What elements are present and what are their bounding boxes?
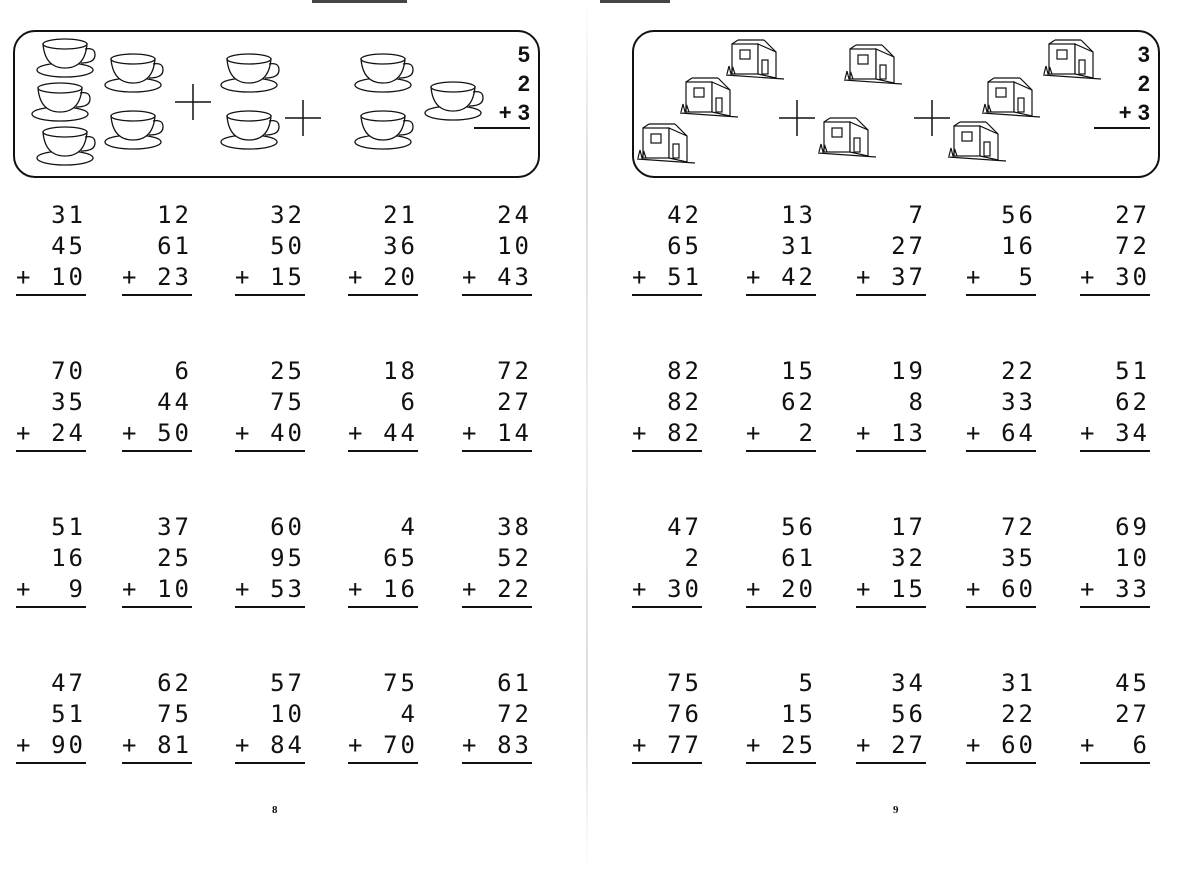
addend-3: 22	[497, 575, 532, 603]
teacup-icon	[37, 127, 95, 165]
plus-operator: +	[462, 575, 477, 603]
count-3: + 3	[474, 98, 530, 129]
addend-2: 62	[1115, 388, 1150, 416]
count-2: 2	[1137, 71, 1150, 96]
addend-2: 27	[497, 388, 532, 416]
illustration-box	[13, 30, 540, 178]
addend-3: 70	[383, 731, 418, 759]
addend-2: 32	[891, 544, 926, 572]
plus-operator: +	[462, 419, 477, 447]
house-icon	[948, 122, 1006, 161]
addend-2: 82	[667, 388, 702, 416]
teacup-icon	[355, 111, 413, 149]
count-column	[1094, 40, 1150, 129]
addend-2: 35	[51, 388, 86, 416]
addend-3: 14	[497, 419, 532, 447]
addend-3: 6	[1132, 731, 1150, 759]
addition-problem	[632, 200, 702, 296]
addend-2: 76	[667, 700, 702, 728]
addition-problem	[462, 668, 532, 764]
plus-operator: +	[856, 575, 871, 603]
addend-3: 20	[383, 263, 418, 291]
plus-operator: +	[632, 575, 647, 603]
house-icon	[680, 78, 738, 117]
count-3: + 3	[1094, 98, 1150, 129]
teacup-icon	[32, 83, 90, 121]
addend-3: 24	[51, 419, 86, 447]
addend-1: 47	[51, 669, 86, 697]
addend-3: 23	[157, 263, 192, 291]
addend-3: 9	[68, 575, 86, 603]
addend-3: 15	[270, 263, 305, 291]
addend-1: 12	[157, 201, 192, 229]
addend-3: 16	[383, 575, 418, 603]
addend-2: 10	[270, 700, 305, 728]
plus-operator: +	[856, 263, 871, 291]
addition-problem	[856, 512, 926, 608]
house-icon	[1043, 40, 1101, 79]
addend-1: 4	[400, 513, 418, 541]
plus-operator: +	[632, 263, 647, 291]
addend-3: 84	[270, 731, 305, 759]
addend-2: 31	[781, 232, 816, 260]
addend-3: 25	[781, 731, 816, 759]
plus-operator: +	[632, 419, 647, 447]
addition-problem	[1080, 356, 1150, 452]
addend-3: 13	[891, 419, 926, 447]
addend-1: 22	[1001, 357, 1036, 385]
addend-1: 47	[667, 513, 702, 541]
addend-1: 61	[497, 669, 532, 697]
addition-problem	[235, 356, 305, 452]
house-icon	[726, 40, 784, 79]
teacup-icon	[105, 111, 163, 149]
house-icon	[844, 45, 902, 84]
addend-1: 31	[1001, 669, 1036, 697]
addend-3: 83	[497, 731, 532, 759]
addend-1: 27	[1115, 201, 1150, 229]
addend-3: 51	[667, 263, 702, 291]
addend-2: 27	[891, 232, 926, 260]
addition-problem	[16, 356, 86, 452]
addend-3: 64	[1001, 419, 1036, 447]
plus-operator: +	[16, 263, 31, 291]
addend-2: 61	[157, 232, 192, 260]
addend-3: 60	[1001, 731, 1036, 759]
addend-1: 37	[157, 513, 192, 541]
plus-operator: +	[966, 419, 981, 447]
left-page	[0, 0, 590, 872]
addend-1: 34	[891, 669, 926, 697]
addition-problem	[235, 512, 305, 608]
addition-problem	[462, 356, 532, 452]
right-page	[600, 0, 1200, 872]
addend-3: 77	[667, 731, 702, 759]
addition-problem	[746, 668, 816, 764]
teacup-icon	[105, 54, 163, 92]
page-number: 9	[893, 804, 899, 816]
addend-2: 75	[270, 388, 305, 416]
addend-2: 16	[1001, 232, 1036, 260]
addend-2: 2	[684, 544, 702, 572]
plus-operator: +	[632, 731, 647, 759]
plus-operator: +	[966, 575, 981, 603]
addend-2: 25	[157, 544, 192, 572]
addend-2: 4	[400, 700, 418, 728]
addend-1: 17	[891, 513, 926, 541]
plus-operator: +	[746, 419, 761, 447]
addend-2: 75	[157, 700, 192, 728]
plus-operator: +	[235, 263, 250, 291]
addend-1: 18	[383, 357, 418, 385]
addend-1: 51	[1115, 357, 1150, 385]
addend-2: 16	[51, 544, 86, 572]
houses-illustration	[634, 32, 1162, 180]
addend-1: 70	[51, 357, 86, 385]
addend-1: 60	[270, 513, 305, 541]
addend-1: 19	[891, 357, 926, 385]
plus-operator: +	[1080, 263, 1095, 291]
addend-1: 62	[157, 669, 192, 697]
addend-1: 42	[667, 201, 702, 229]
addend-3: 15	[891, 575, 926, 603]
addition-problem	[746, 512, 816, 608]
addend-1: 45	[1115, 669, 1150, 697]
addend-2: 33	[1001, 388, 1036, 416]
addend-3: 30	[667, 575, 702, 603]
addend-1: 21	[383, 201, 418, 229]
addition-problem	[462, 512, 532, 608]
addition-problem	[632, 512, 702, 608]
addend-1: 31	[51, 201, 86, 229]
plus-operator: +	[1080, 419, 1095, 447]
plus-operator: +	[348, 575, 363, 603]
addition-problem	[122, 668, 192, 764]
plus-operator: +	[235, 731, 250, 759]
addition-problem	[966, 200, 1036, 296]
addend-1: 24	[497, 201, 532, 229]
plus-operator: +	[1080, 575, 1095, 603]
addend-3: 5	[1018, 263, 1036, 291]
teacup-icon	[37, 39, 95, 77]
addend-2: 27	[1115, 700, 1150, 728]
plus-operator: +	[348, 731, 363, 759]
addend-1: 38	[497, 513, 532, 541]
addend-1: 56	[1001, 201, 1036, 229]
page-number: 8	[272, 804, 278, 816]
addition-problem	[348, 356, 418, 452]
plus-operator: +	[966, 263, 981, 291]
addend-1: 82	[667, 357, 702, 385]
addend-3: 60	[1001, 575, 1036, 603]
addend-3: 2	[798, 419, 816, 447]
addend-1: 15	[781, 357, 816, 385]
addend-2: 65	[667, 232, 702, 260]
teacup-icon	[221, 54, 279, 92]
addition-problem	[856, 668, 926, 764]
addition-problem	[856, 356, 926, 452]
addend-2: 51	[51, 700, 86, 728]
addend-3: 42	[781, 263, 816, 291]
teacup-icon	[355, 54, 413, 92]
addend-3: 33	[1115, 575, 1150, 603]
addition-problem	[966, 356, 1036, 452]
addition-problem	[235, 200, 305, 296]
addend-2: 10	[1115, 544, 1150, 572]
addend-1: 5	[798, 669, 816, 697]
addition-problem	[348, 200, 418, 296]
addition-problem	[122, 356, 192, 452]
addition-problem	[462, 200, 532, 296]
addend-2: 6	[400, 388, 418, 416]
addend-3: 43	[497, 263, 532, 291]
addend-2: 65	[383, 544, 418, 572]
addition-problem	[122, 200, 192, 296]
top-edge-mark	[600, 0, 670, 3]
plus-operator: +	[348, 263, 363, 291]
top-edge-mark	[312, 0, 407, 3]
addition-problem	[632, 668, 702, 764]
addend-1: 51	[51, 513, 86, 541]
addend-1: 57	[270, 669, 305, 697]
addition-problem	[348, 668, 418, 764]
addend-2: 61	[781, 544, 816, 572]
plus-operator: +	[1080, 731, 1095, 759]
addend-2: 52	[497, 544, 532, 572]
addend-3: 82	[667, 419, 702, 447]
addend-2: 15	[781, 700, 816, 728]
addition-problem	[966, 512, 1036, 608]
addend-2: 72	[1115, 232, 1150, 260]
addend-3: 37	[891, 263, 926, 291]
addend-1: 56	[781, 513, 816, 541]
count-2: 2	[517, 71, 530, 96]
addend-3: 40	[270, 419, 305, 447]
plus-operator: +	[966, 731, 981, 759]
plus-operator: +	[462, 731, 477, 759]
addend-3: 53	[270, 575, 305, 603]
plus-operator: +	[746, 263, 761, 291]
addition-problem	[1080, 668, 1150, 764]
addend-2: 72	[497, 700, 532, 728]
count-1: 3	[1137, 42, 1150, 67]
addend-1: 7	[908, 201, 926, 229]
addition-problem	[1080, 200, 1150, 296]
plus-operator: +	[122, 263, 137, 291]
addition-problem	[16, 200, 86, 296]
addend-1: 6	[174, 357, 192, 385]
count-column	[474, 40, 530, 129]
plus-operator: +	[348, 419, 363, 447]
addend-2: 22	[1001, 700, 1036, 728]
house-icon	[637, 124, 695, 163]
addend-2: 44	[157, 388, 192, 416]
plus-operator: +	[235, 575, 250, 603]
addition-problem	[16, 668, 86, 764]
plus-operator: +	[122, 419, 137, 447]
plus-operator: +	[746, 575, 761, 603]
plus-operator: +	[856, 419, 871, 447]
addend-2: 56	[891, 700, 926, 728]
illustration-box	[632, 30, 1160, 178]
plus-operator: +	[235, 419, 250, 447]
addition-problem	[856, 200, 926, 296]
addend-2: 50	[270, 232, 305, 260]
addition-problem	[966, 668, 1036, 764]
addend-2: 95	[270, 544, 305, 572]
addend-3: 30	[1115, 263, 1150, 291]
plus-operator: +	[16, 731, 31, 759]
addend-2: 62	[781, 388, 816, 416]
plus-operator: +	[856, 731, 871, 759]
addend-1: 72	[1001, 513, 1036, 541]
addend-2: 35	[1001, 544, 1036, 572]
addend-3: 50	[157, 419, 192, 447]
addend-1: 25	[270, 357, 305, 385]
addend-3: 44	[383, 419, 418, 447]
teacups-illustration	[15, 32, 542, 180]
plus-operator: +	[746, 731, 761, 759]
addend-1: 13	[781, 201, 816, 229]
addition-problem	[746, 356, 816, 452]
addend-2: 45	[51, 232, 86, 260]
addition-problem	[235, 668, 305, 764]
addend-1: 69	[1115, 513, 1150, 541]
plus-operator: +	[122, 575, 137, 603]
addend-3: 27	[891, 731, 926, 759]
addend-2: 10	[497, 232, 532, 260]
addend-3: 90	[51, 731, 86, 759]
addition-problem	[16, 512, 86, 608]
plus-operator: +	[122, 731, 137, 759]
addend-2: 36	[383, 232, 418, 260]
addition-problem	[122, 512, 192, 608]
plus-operator: +	[16, 575, 31, 603]
addend-1: 75	[383, 669, 418, 697]
addend-1: 32	[270, 201, 305, 229]
addend-3: 81	[157, 731, 192, 759]
addend-1: 75	[667, 669, 702, 697]
addend-2: 8	[908, 388, 926, 416]
addition-problem	[348, 512, 418, 608]
addition-problem	[632, 356, 702, 452]
teacup-icon	[221, 111, 279, 149]
addend-3: 10	[51, 263, 86, 291]
plus-operator: +	[498, 100, 512, 125]
plus-operator: +	[16, 419, 31, 447]
addition-problem	[746, 200, 816, 296]
addend-1: 72	[497, 357, 532, 385]
addend-3: 10	[157, 575, 192, 603]
house-icon	[818, 118, 876, 157]
house-icon	[982, 78, 1040, 117]
count-1: 5	[517, 42, 530, 67]
addend-3: 20	[781, 575, 816, 603]
addend-3: 34	[1115, 419, 1150, 447]
addition-problem	[1080, 512, 1150, 608]
plus-operator: +	[462, 263, 477, 291]
plus-operator: +	[1118, 100, 1132, 125]
